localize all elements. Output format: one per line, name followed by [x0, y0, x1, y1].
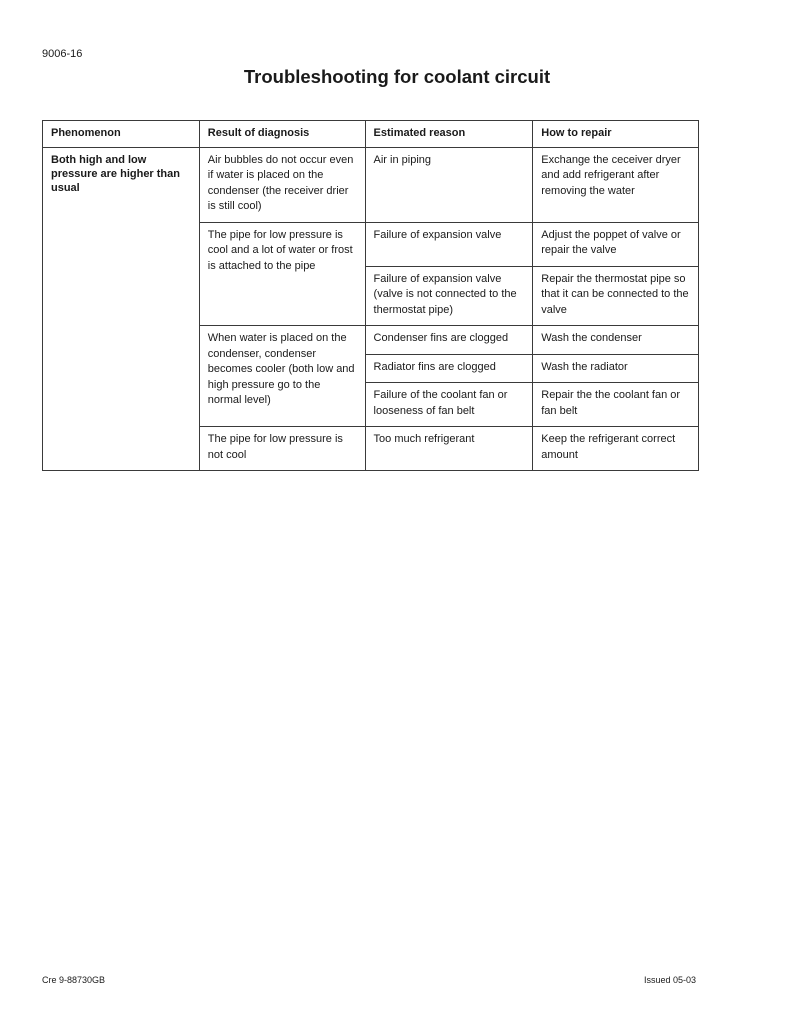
repair-cell: Wash the condenser [533, 326, 699, 355]
reason-cell: Failure of expansion valve (valve is not connected to the thermostat pipe) [365, 266, 533, 326]
header-result-of-diagnosis: Result of diagnosis [199, 121, 365, 148]
diagnosis-cell: When water is placed on the condenser, condenser becomes cooler (both low and high pressure go to the normal level) [199, 326, 365, 427]
table-row [43, 147, 699, 222]
diagnosis-cell: The pipe for low pressure is not cool [199, 427, 365, 471]
reason-cell: Air in piping [365, 147, 533, 222]
repair-cell: Repair the thermostat pipe so that it can be connected to the valve [533, 266, 699, 326]
reason-cell: Radiator fins are clogged [365, 354, 533, 383]
header-how-to-repair: How to repair [533, 121, 699, 148]
table-header-row [43, 121, 699, 148]
footer-issued: Issued 05-03 [644, 975, 697, 985]
repair-cell: Keep the refrigerant correct amount [533, 427, 699, 471]
reason-cell: Too much refrigerant [365, 427, 533, 471]
page-title: Troubleshooting for coolant circuit [243, 66, 551, 87]
repair-cell: Exchange the ceceiver dryer and add refrigerant after removing the water [533, 147, 699, 222]
phenomenon-cell: Both high and low pressure are higher than usual [43, 147, 200, 471]
repair-cell: Repair the the coolant fan or fan belt [533, 383, 699, 427]
page-number: 9006-16 [42, 48, 83, 60]
reason-cell: Failure of expansion valve [365, 222, 533, 266]
header-estimated-reason: Estimated reason [365, 121, 533, 148]
reason-cell: Condenser fins are clogged [365, 326, 533, 355]
troubleshooting-table [42, 120, 699, 471]
reason-cell: Failure of the coolant fan or looseness of fan belt [365, 383, 533, 427]
repair-cell: Adjust the poppet of valve or repair the valve [533, 222, 699, 266]
repair-cell: Wash the radiator [533, 354, 699, 383]
footer-doc-code: Cre 9-88730GB [42, 975, 106, 985]
diagnosis-cell: Air bubbles do not occur even if water is placed on the condenser (the receiver drier is still cool) [199, 147, 365, 222]
header-phenomenon: Phenomenon [43, 121, 200, 148]
diagnosis-cell: The pipe for low pressure is cool and a lot of water or frost is attached to the pipe [199, 222, 365, 326]
